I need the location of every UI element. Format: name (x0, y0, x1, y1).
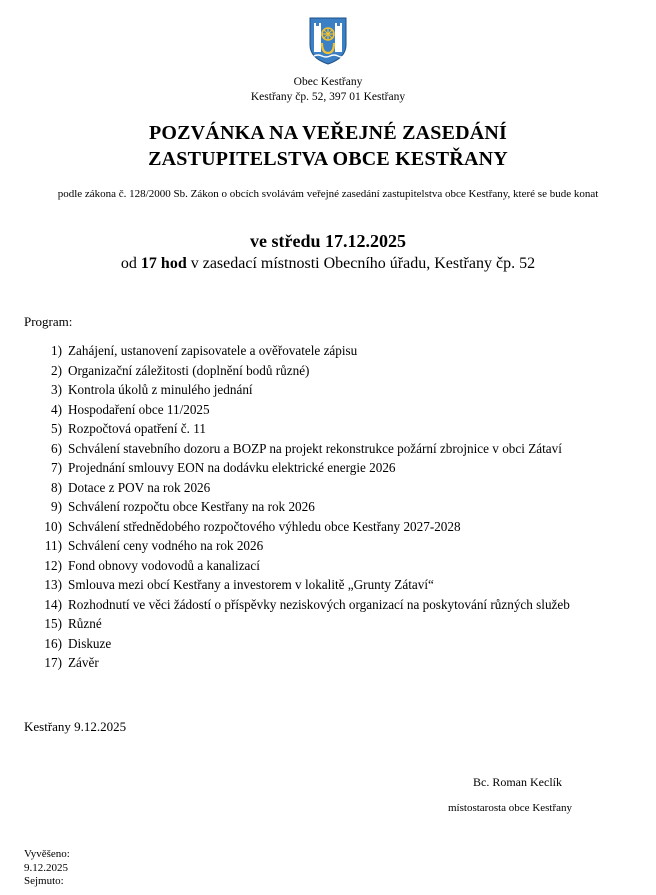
meeting-time-prefix: od (120, 255, 141, 272)
program-item-text: Hospodaření obce 11/2025 (68, 401, 210, 417)
page-title-line-2: ZASTUPITELSTVA OBCE KESTŘANY (148, 148, 508, 170)
program-item-text: Diskuze (68, 635, 112, 651)
program-item (40, 653, 635, 673)
municipality-crest (309, 17, 347, 65)
program-item-number: 12) (44, 557, 62, 573)
meeting-time: 17 hod (140, 255, 187, 272)
posting-record (24, 848, 70, 889)
program-item (40, 478, 635, 498)
program-item (40, 517, 635, 537)
program-item-number: 9) (51, 499, 62, 514)
program-item-number: 11) (44, 538, 62, 553)
issue-place-date: Kestřany 9.12.2025 (24, 719, 127, 734)
program-item-text: Schválení stavebního dozoru a BOZP na projekt rekonstrukce požární zbrojnice v obci Zátaví (68, 440, 562, 456)
program-item-text: Schválení ceny vodného na rok 2026 (68, 538, 264, 553)
program-item-number: 15) (44, 616, 62, 631)
meeting-date: ve středu 17.12.2025 (250, 231, 406, 251)
program-item-text: Závěr (68, 655, 99, 670)
program-item (40, 575, 635, 595)
program-item-number: 16) (44, 635, 62, 651)
program-item-text: Schválení rozpočtu obce Kestřany na rok 2026 (68, 499, 315, 514)
program-item-number: 1) (51, 343, 62, 358)
program-item-text: Organizační záležitosti (doplnění bodů různé) (68, 362, 310, 378)
program-item-text: Rozhodnutí ve věci žádostí o příspěvky neziskových organizací na poskytování různých služeb (68, 596, 570, 612)
removed-label: Sejmuto: (24, 875, 64, 887)
program-item (40, 634, 635, 654)
program-item-text: Schválení střednědobého rozpočtového výhledu obce Kestřany 2027-2028 (68, 518, 461, 534)
program-label: Program: (24, 314, 73, 329)
posted-label: Vyvěšeno: (24, 848, 70, 860)
signatory-name: Bc. Roman Keclík (473, 775, 562, 789)
program-item (40, 380, 635, 400)
municipality-address: Kestřany čp. 52, 397 01 Kestřany (250, 91, 406, 103)
program-item-text: Kontrola úkolů z minulého jednání (68, 382, 253, 397)
program-item (40, 419, 635, 439)
program-list (40, 341, 635, 673)
program-item (40, 614, 635, 634)
program-item-text: Projednání smlouvy EON na dodávku elektrické energie 2026 (68, 460, 396, 475)
program-item (40, 361, 635, 381)
signatory-role: místostarosta obce Kestřany (448, 802, 573, 814)
program-item-number: 8) (51, 479, 62, 495)
program-item (40, 536, 635, 556)
program-item (40, 497, 635, 517)
program-item-text: Dotace z POV na rok 2026 (68, 479, 211, 495)
page-title-line-1: POZVÁNKA NA VEŘEJNÉ ZASEDÁNÍ (148, 122, 508, 144)
meeting-time-place (0, 255, 656, 273)
program-item-number: 14) (44, 596, 62, 612)
program-item-number: 17) (44, 655, 62, 670)
program-item (40, 458, 635, 478)
legal-intro: podle zákona č. 128/2000 Sb. Zákon o obcích svolávám veřejné zasedání zastupitelstva obce Kestřany, které se bude konat (57, 188, 599, 200)
program-item-text: Různé (68, 616, 102, 631)
program-item-number: 4) (51, 401, 62, 417)
program-item (40, 439, 635, 459)
program-item-number: 13) (44, 577, 62, 592)
municipality-name: Obec Kestřany (293, 76, 363, 88)
program-item (40, 556, 635, 576)
program-item (40, 400, 635, 420)
program-item-text: Rozpočtová opatření č. 11 (68, 421, 206, 436)
program-item-number: 2) (51, 362, 62, 378)
program-item-number: 5) (51, 421, 62, 436)
program-item-text: Smlouva mezi obcí Kestřany a investorem v lokalitě „Grunty Zátaví“ (68, 577, 434, 592)
program-item-number: 6) (51, 440, 62, 456)
meeting-place: v zasedací místnosti Obecního úřadu, Kestřany čp. 52 (186, 255, 536, 272)
program-item-text: Fond obnovy vodovodů a kanalizací (68, 557, 260, 573)
program-item-text: Zahájení, ustanovení zapisovatele a ověřovatele zápisu (68, 343, 358, 358)
program-item (40, 341, 635, 361)
program-item-number: 10) (44, 518, 62, 534)
posted-date: 9.12.2025 (24, 861, 68, 874)
program-item (40, 595, 635, 615)
program-item-number: 3) (51, 382, 62, 397)
program-item-number: 7) (51, 460, 62, 475)
